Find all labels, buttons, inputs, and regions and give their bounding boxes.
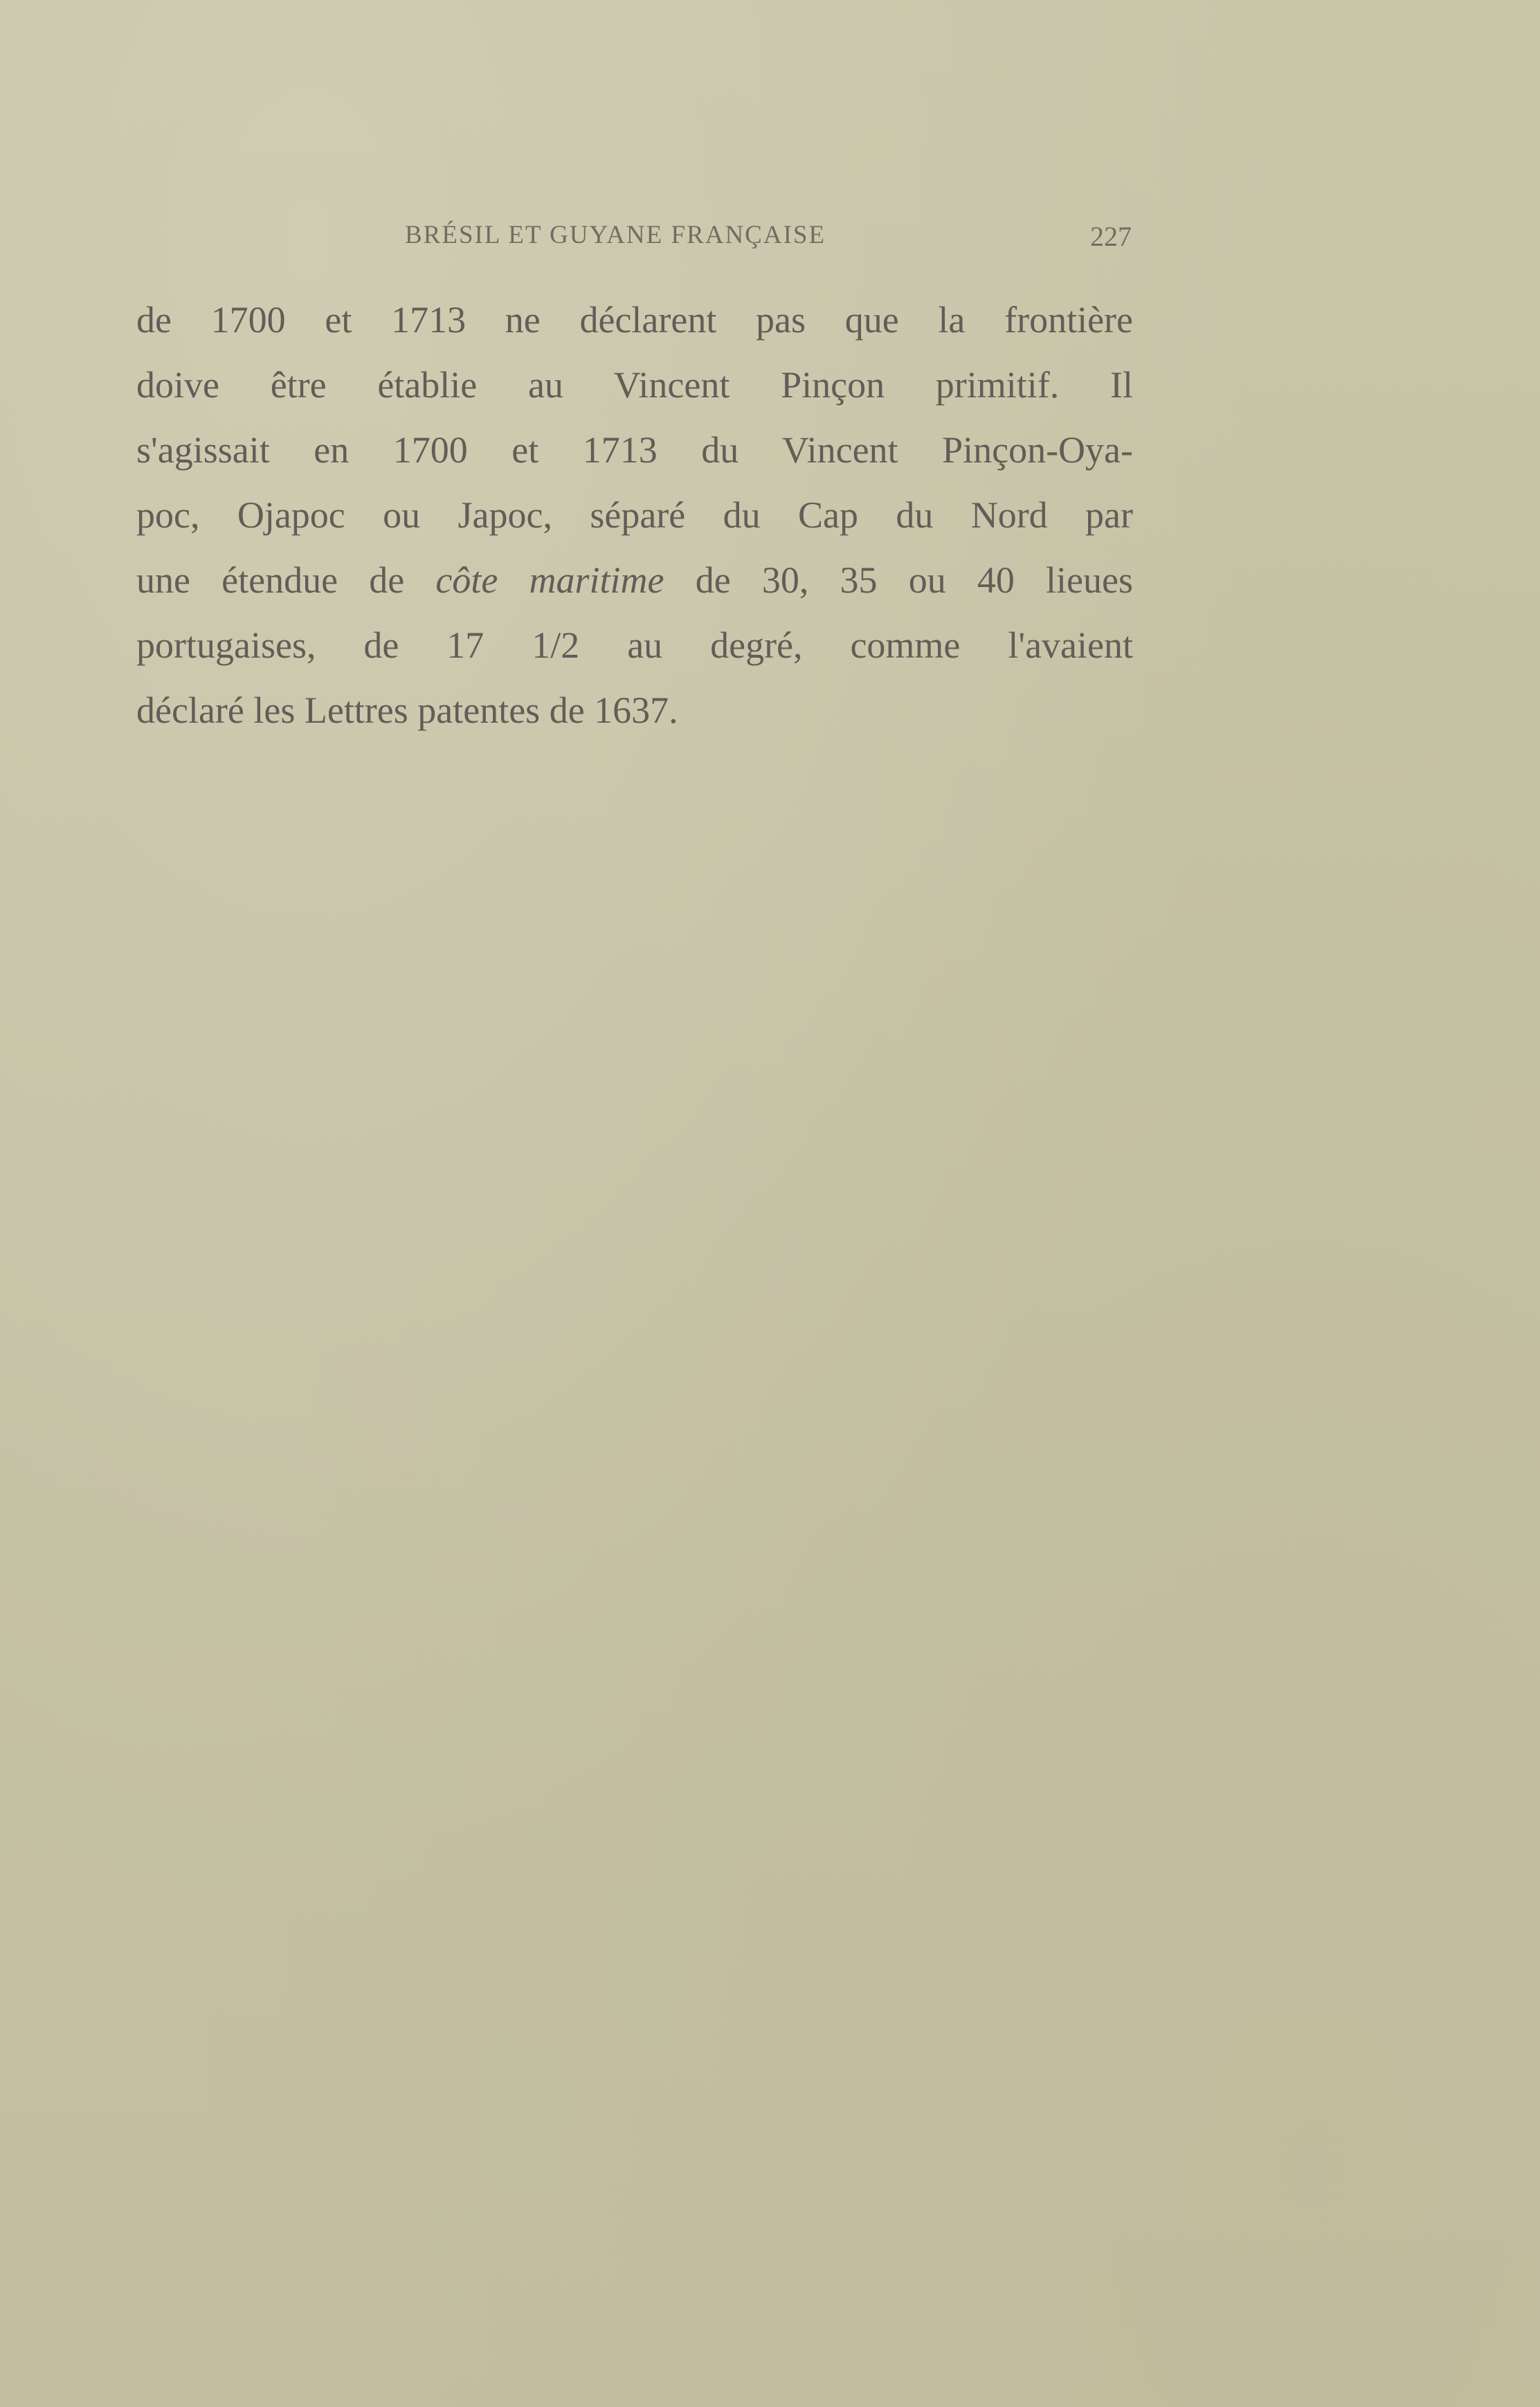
running-title: BRÉSIL ET GUYANE FRANÇAISE — [405, 221, 826, 249]
text-segment: une étendue de — [136, 559, 405, 601]
text-line: s'agissait en 1700 et 1713 du Vincent Pinçon-Oya- — [136, 429, 1133, 471]
body-paragraph — [136, 287, 1133, 743]
page-number: 227 — [1090, 221, 1132, 252]
text-line: poc, Ojapoc ou Japoc, séparé du Cap du Nord par — [136, 494, 1133, 536]
text-line: de 1700 et 1713 ne déclarent pas que la frontière — [136, 299, 1133, 341]
text-line: doive être établie au Vincent Pinçon primitif. Il — [136, 364, 1133, 406]
text-segment: de 30, 35 ou 40 lieues — [695, 559, 1133, 601]
text-line: déclaré les Lettres patentes de 1637. — [136, 689, 678, 731]
text-line: portugaises, de 17 1/2 au degré, comme l'avaient — [136, 624, 1133, 666]
italic-phrase: côte maritime — [435, 559, 664, 601]
text-line — [136, 548, 1133, 613]
running-head — [405, 220, 1132, 259]
